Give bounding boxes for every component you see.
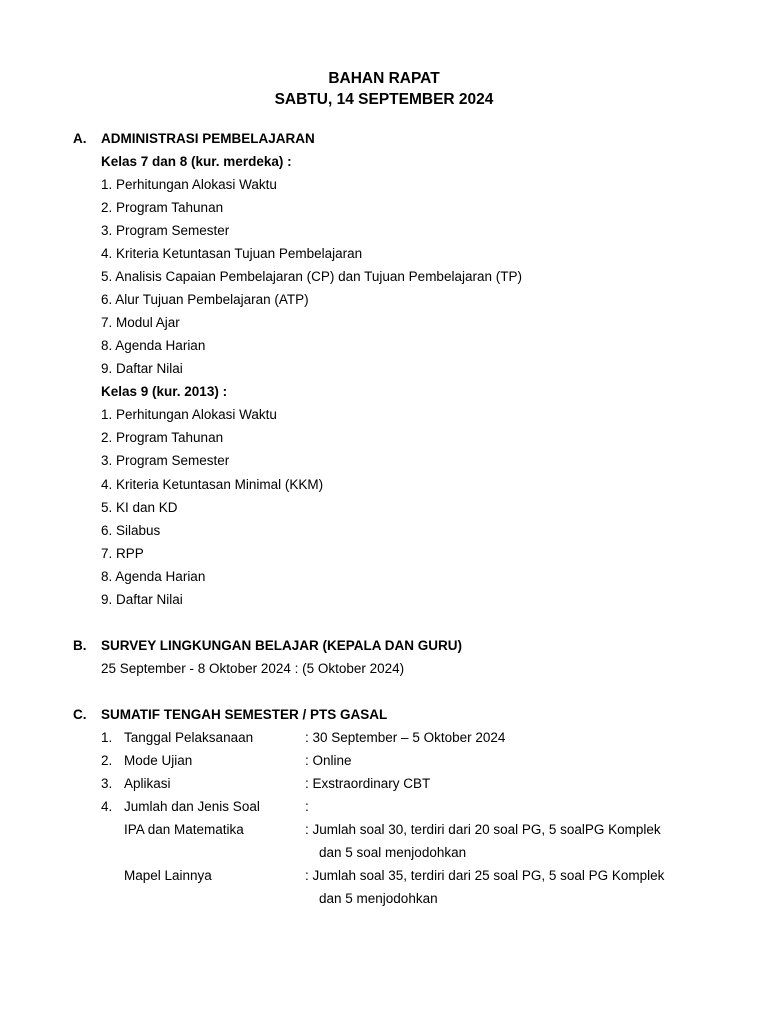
- group-kelas-9-heading: Kelas 9 (kur. 2013) :: [101, 384, 228, 399]
- sub-item-label: IPA dan Matematika: [124, 822, 244, 837]
- list-item: 8. Agenda Harian: [101, 569, 206, 584]
- item-value: : Online: [305, 753, 352, 768]
- sub-item-label: Mapel Lainnya: [124, 868, 212, 883]
- list-item: 4. Kriteria Ketuntasan Tujuan Pembelajaran: [101, 246, 363, 261]
- list-item: 5. KI dan KD: [101, 500, 178, 515]
- list-item: 5. Analisis Capaian Pembelajaran (CP) dan Tujuan Pembelajaran (TP): [101, 269, 522, 284]
- list-item: 9. Daftar Nilai: [101, 361, 183, 376]
- item-label: Tanggal Pelaksanaan: [124, 730, 254, 745]
- item-value: : 30 September – 5 Oktober 2024: [305, 730, 506, 745]
- item-label: Mode Ujian: [124, 753, 193, 768]
- section-c-letter: C.: [73, 707, 87, 722]
- sub-item-continuation: dan 5 soal menjodohkan: [319, 845, 467, 860]
- list-item: 2. Program Tahunan: [101, 430, 224, 445]
- section-c-heading: SUMATIF TENGAH SEMESTER / PTS GASAL: [101, 707, 388, 722]
- sub-item-value: : Jumlah soal 35, terdiri dari 25 soal PG, 5 soal PG Komplek: [305, 868, 665, 883]
- list-item: 1. Perhitungan Alokasi Waktu: [101, 177, 277, 192]
- group-kelas-7-8-heading: Kelas 7 dan 8 (kur. merdeka) :: [101, 154, 292, 169]
- item-number: 4.: [101, 799, 113, 814]
- item-value: :: [305, 799, 309, 814]
- item-number: 3.: [101, 776, 113, 791]
- list-item: 6. Alur Tujuan Pembelajaran (ATP): [101, 292, 309, 307]
- list-item: 9. Daftar Nilai: [101, 592, 183, 607]
- sub-item-value: : Jumlah soal 30, terdiri dari 20 soal PG, 5 soalPG Komplek: [305, 822, 661, 837]
- list-item: 3. Program Semester: [101, 223, 230, 238]
- sub-item-continuation: dan 5 menjodohkan: [319, 891, 438, 906]
- section-b-heading: SURVEY LINGKUNGAN BELAJAR (KEPALA DAN GURU): [101, 638, 463, 653]
- section-b-letter: B.: [73, 638, 87, 653]
- list-item: 1. Perhitungan Alokasi Waktu: [101, 407, 277, 422]
- list-item: 7. RPP: [101, 546, 144, 561]
- item-label: Aplikasi: [124, 776, 171, 791]
- section-a-letter: A.: [73, 131, 87, 146]
- list-item: 3. Program Semester: [101, 453, 230, 468]
- item-number: 2.: [101, 753, 113, 768]
- list-item: 8. Agenda Harian: [101, 338, 206, 353]
- section-a-heading: ADMINISTRASI PEMBELAJARAN: [101, 131, 315, 146]
- list-item: 6. Silabus: [101, 523, 161, 538]
- list-item: 4. Kriteria Ketuntasan Minimal (KKM): [101, 477, 324, 492]
- list-item: 7. Modul Ajar: [101, 315, 180, 330]
- survey-date-text: 25 September - 8 Oktober 2024 : (5 Oktober 2024): [101, 661, 405, 676]
- item-value: : Exstraordinary CBT: [305, 776, 431, 791]
- list-item: 2. Program Tahunan: [101, 200, 224, 215]
- document-date: SABTU, 14 SEPTEMBER 2024: [274, 91, 494, 108]
- item-number: 1.: [101, 730, 113, 745]
- item-label: Jumlah dan Jenis Soal: [124, 799, 260, 814]
- document-title: BAHAN RAPAT: [328, 70, 440, 87]
